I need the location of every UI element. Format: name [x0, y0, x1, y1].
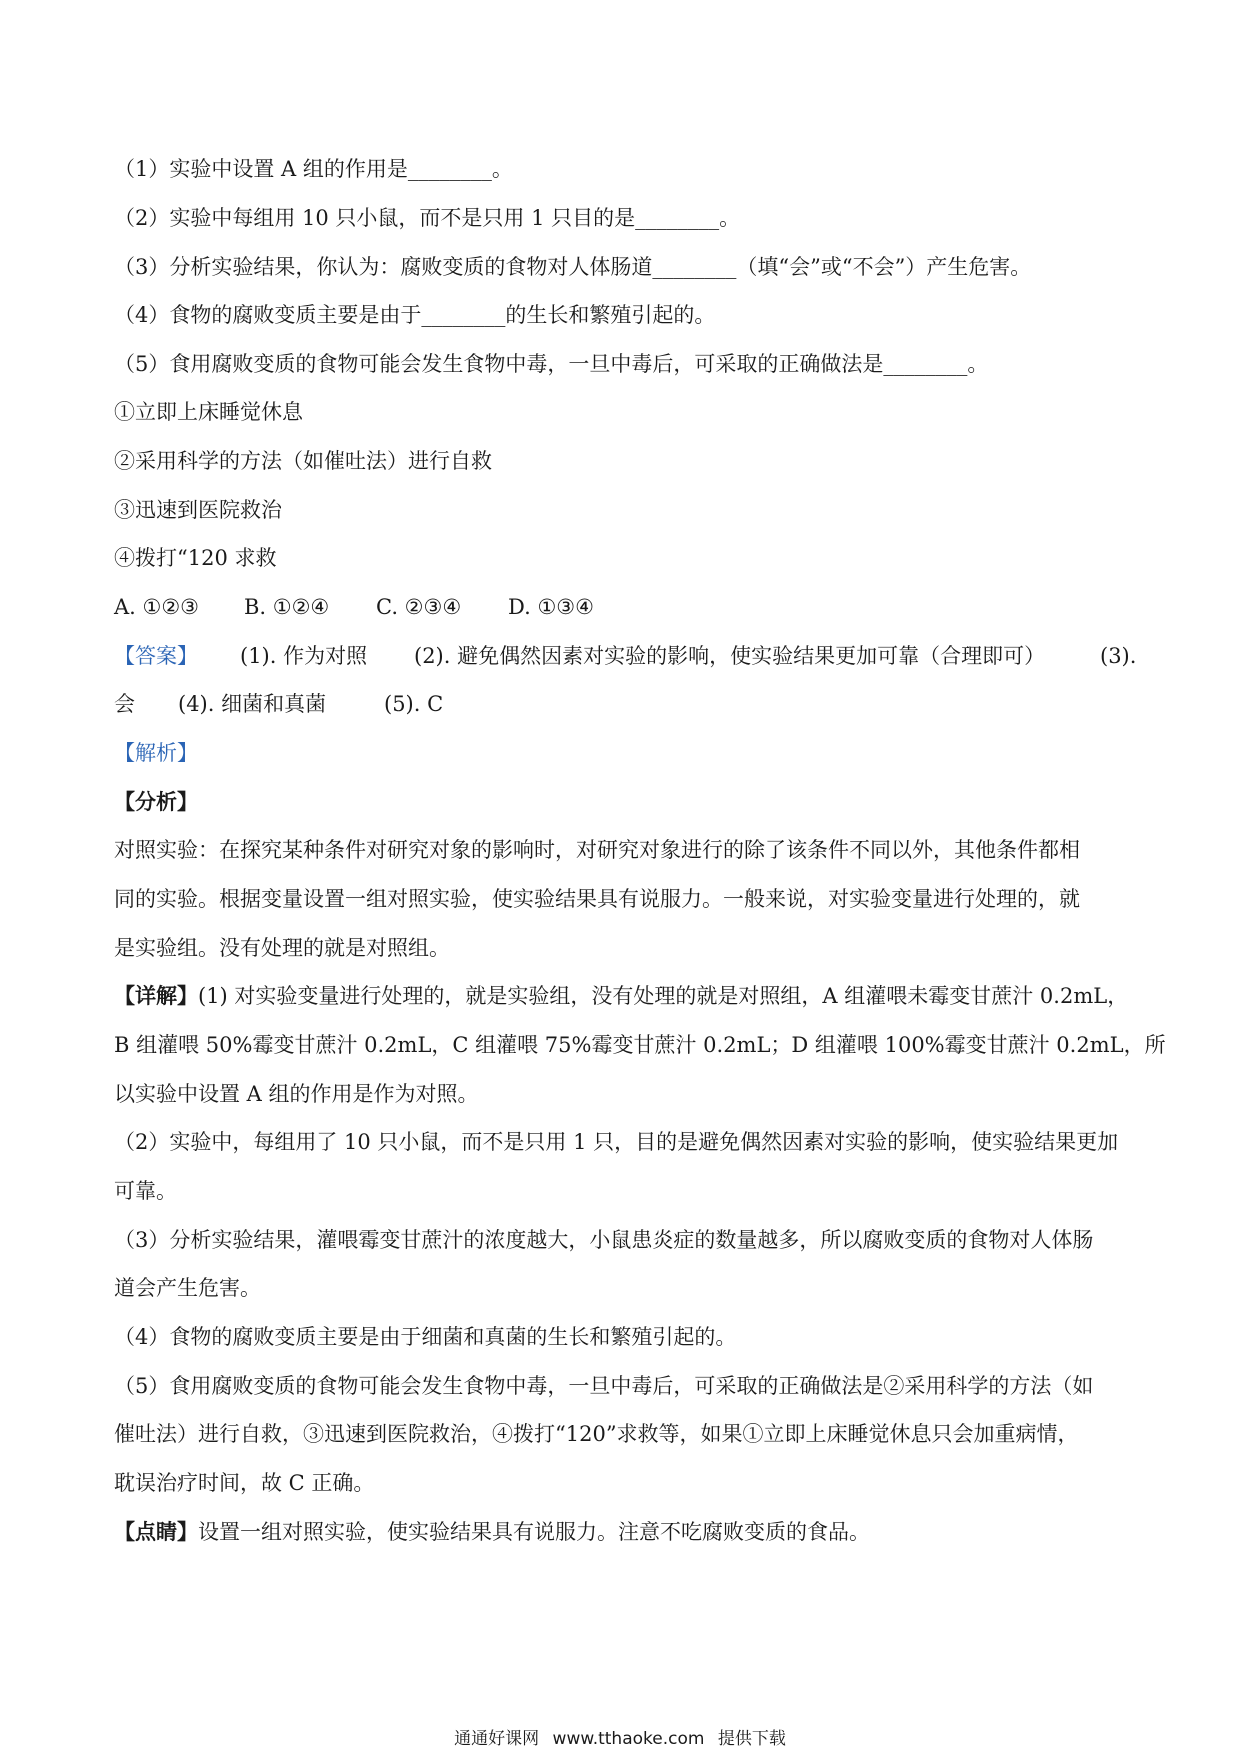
- footer-suffix: 提供下载: [717, 1729, 786, 1749]
- detail-line-10: 催吐法）进行自救，③迅速到医院救治，④拨打“120”求救等，如果①立即上床睡觉休息只会加重病情，: [114, 1422, 1079, 1446]
- question-4: （4）食物的腐败变质主要是由于________的生长和繁殖引起的。: [114, 303, 716, 327]
- analysis-line-2: 同的实验。根据变量设置一组对照实验，使实验结果具有说服力。一般来说，对实验变量进行处理的，就: [114, 887, 1080, 911]
- option-d: D. ①③④: [508, 595, 594, 619]
- detail-line-1: [114, 983, 1134, 1009]
- question-5: （5）食用腐败变质的食物可能会发生食物中毒，一旦中毒后，可采取的正确做法是________。: [114, 352, 989, 376]
- option-a: A. ①②③: [114, 595, 199, 619]
- detail-line-6: （3）分析实验结果，灌喂霉变甘蔗汁的浓度越大，小鼠患炎症的数量越多，所以腐败变质的食物对人体肠: [114, 1228, 1094, 1252]
- page-footer: [0, 1724, 1240, 1749]
- answer-5: (5). C: [384, 692, 444, 716]
- detail-line-5: 可靠。: [114, 1179, 177, 1203]
- detail-line-2: B 组灌喂 50%霉变甘蔗汁 0.2mL，C 组灌喂 75%霉变甘蔗汁 0.2mL；D 组灌喂 100%霉变甘蔗汁 0.2mL，所: [114, 1033, 1166, 1057]
- answer-3-value: 会: [114, 692, 135, 716]
- analysis-tag: 【解析】: [114, 741, 198, 765]
- detail-line-1-text: (1) 对实验变量进行处理的，就是实验组，没有处理的就是对照组，A 组灌喂未霉变甘蔗汁 0.2mL，: [198, 984, 1129, 1008]
- choice-item-1: ①立即上床睡觉休息: [114, 400, 303, 424]
- detail-tag: 【详解】: [114, 983, 198, 1008]
- comment-tag: 【点睛】: [114, 1519, 198, 1544]
- detail-line-3: 以实验中设置 A 组的作用是作为对照。: [114, 1082, 479, 1106]
- detail-line-9: （5）食用腐败变质的食物可能会发生食物中毒，一旦中毒后，可采取的正确做法是②采用科学的方法（如: [114, 1374, 1094, 1398]
- comment-text: 设置一组对照实验，使实验结果具有说服力。注意不吃腐败变质的食品。: [198, 1520, 870, 1544]
- option-b: B. ①②④: [244, 595, 330, 619]
- question-1: （1）实验中设置 A 组的作用是________。: [114, 157, 513, 181]
- answer-1: (1). 作为对照: [240, 644, 368, 668]
- analysis-line-3: 是实验组。没有处理的就是对照组。: [114, 936, 450, 960]
- comment-line: [114, 1519, 1134, 1545]
- choice-item-2: ②采用科学的方法（如催吐法）进行自救: [114, 449, 492, 473]
- question-2: （2）实验中每组用 10 只小鼠，而不是只用 1 只目的是________。: [114, 206, 741, 230]
- option-c: C. ②③④: [376, 595, 462, 619]
- answer-tag: 【答案】: [114, 644, 198, 668]
- footer-url[interactable]: www.tthaoke.com: [552, 1729, 705, 1749]
- answer-2: (2). 避免偶然因素对实验的影响，使实验结果更加可靠（合理即可）: [414, 644, 1046, 668]
- detail-line-8: （4）食物的腐败变质主要是由于细菌和真菌的生长和繁殖引起的。: [114, 1325, 737, 1349]
- detail-line-11: 耽误治疗时间，故 C 正确。: [114, 1471, 375, 1495]
- choice-item-3: ③迅速到医院救治: [114, 498, 282, 522]
- question-3: （3）分析实验结果，你认为：腐败变质的食物对人体肠道________（填“会”或“不会”）产生危害。: [114, 255, 1032, 279]
- analysis-line-1: 对照实验：在探究某种条件对研究对象的影响时，对研究对象进行的除了该条件不同以外，其他条件都相: [114, 838, 1080, 862]
- answer-4: (4). 细菌和真菌: [178, 692, 327, 716]
- answer-3-number: (3).: [1100, 644, 1137, 668]
- choice-item-4: ④拨打“120 求救: [114, 546, 277, 570]
- footer-site-name: 通通好课网: [454, 1729, 540, 1749]
- detail-line-4: （2）实验中，每组用了 10 只小鼠，而不是只用 1 只，目的是避免偶然因素对实验的影响，使实验结果更加: [114, 1130, 1119, 1154]
- detail-line-7: 道会产生危害。: [114, 1276, 261, 1300]
- analysis-subtag: 【分析】: [114, 789, 198, 814]
